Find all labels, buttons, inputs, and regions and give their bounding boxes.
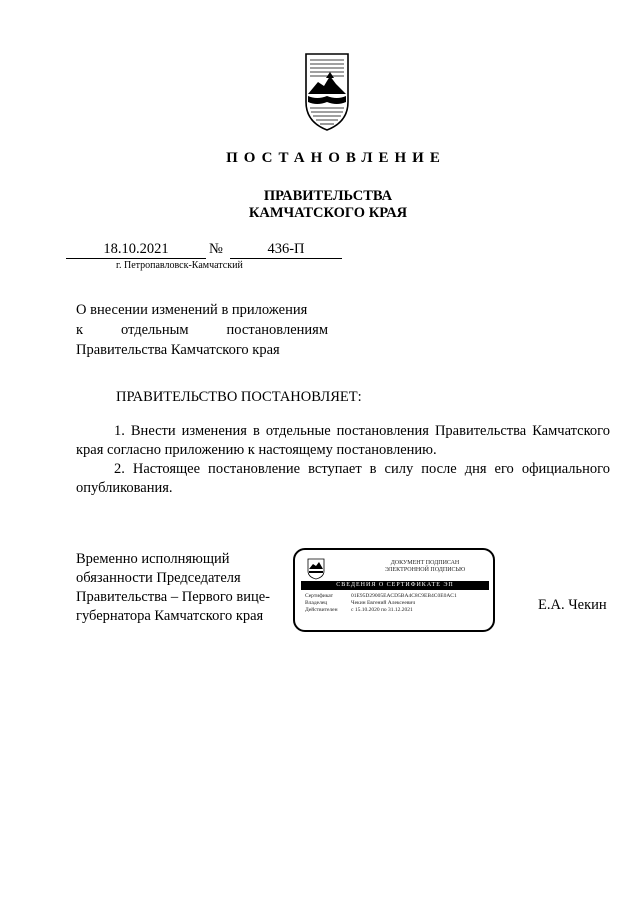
subject-block	[76, 300, 328, 360]
subject-line-1: О внесении изменений в приложения	[76, 302, 308, 318]
city-label: г. Петропавловск-Камчатский	[116, 260, 243, 271]
stamp-cert-label: Сертификат	[305, 593, 333, 599]
body-text	[76, 422, 610, 498]
decree-statement: ПРАВИТЕЛЬСТВО ПОСТАНОВЛЯЕТ:	[116, 389, 362, 405]
issuer-line-1: ПРАВИТЕЛЬСТВА	[263, 188, 393, 204]
stamp-owner-label: Владелец	[305, 600, 328, 606]
document-type-title: ПОСТАНОВЛЕНИЕ	[226, 150, 446, 166]
stamp-owner-row	[305, 600, 415, 607]
signatory-name: Е.А. Чекин	[538, 597, 607, 613]
coat-of-arms-emblem	[302, 52, 352, 132]
stamp-title-line-1: ДОКУМЕНТ ПОДПИСАН	[390, 560, 460, 566]
document-date: 18.10.2021	[66, 241, 206, 259]
document-number: 436-П	[230, 241, 342, 259]
subject-line-3: Правительства Камчатского края	[76, 342, 280, 358]
subject-line-2: к отдельным постановлениям	[76, 322, 328, 338]
number-sign: №	[209, 241, 223, 257]
issuer-block	[8, 188, 640, 222]
electronic-signature-stamp	[293, 548, 495, 632]
stamp-valid-value: с 15.10.2020 по 31.12.2021	[351, 607, 413, 613]
stamp-owner-value: Чекин Евгений Алексеевич	[351, 600, 416, 606]
stamp-emblem-icon	[307, 558, 325, 580]
stamp-valid-row	[305, 607, 413, 614]
stamp-valid-label: Действителен	[305, 607, 338, 613]
stamp-title-line-2: ЭЛЕКТРОННОЙ ПОДПИСЬЮ	[384, 567, 466, 573]
body-item-2: 2. Настоящее постановление вступает в силу после дня его официального опубликования.	[76, 461, 610, 496]
signatory-position: Временно исполняющий обязанности Председателя Правительства – Первого вице-губернатора Камчатского края	[76, 551, 270, 624]
issuer-line-2: КАМЧАТСКОГО КРАЯ	[248, 205, 408, 221]
stamp-title	[365, 560, 485, 574]
stamp-cert-value: 01E95D29005EACD5BA4C8C9EB4C0E0AC1	[351, 593, 457, 599]
stamp-certificate-bar: СВЕДЕНИЯ О СЕРТИФИКАТЕ ЭП	[301, 581, 489, 590]
stamp-cert-row	[305, 593, 457, 600]
body-item-1: 1. Внести изменения в отдельные постановления Правительства Камчатского края согласно приложению к настоящему постановлению.	[76, 423, 610, 458]
